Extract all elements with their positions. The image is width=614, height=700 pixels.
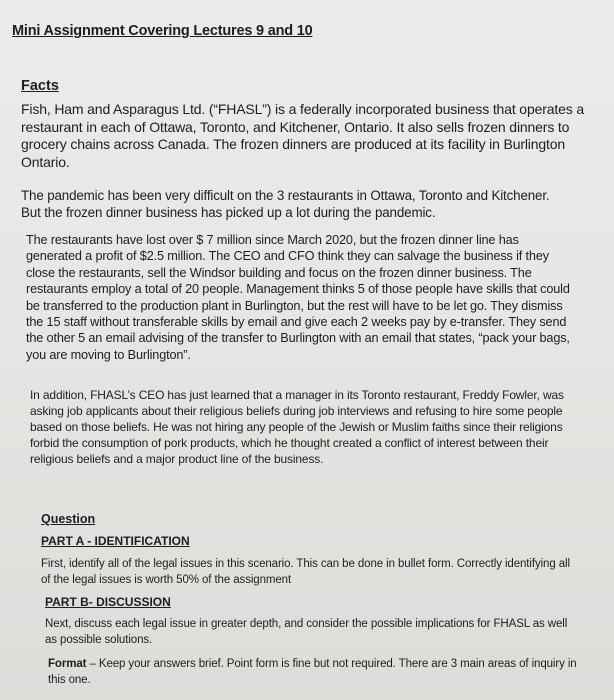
part-b-text: Next, discuss each legal issue in greater depth, and consider the possible implications for FHASL as well as possible solutions. xyxy=(45,618,568,646)
part-a-text: First, identify all of the legal issues in this scenario. This can be done in bullet form. Correctly identifying all of the legal issues is worth 50% of the assignment xyxy=(41,558,570,586)
question-heading: Question xyxy=(41,512,96,526)
facts-paragraph-3: The restaurants have lost over $ 7 million since March 2020, but the frozen dinner line has generated a profit of $2.5 million. The CEO and CFO think they can salvage the business if they close the restaurants, sell the Windsor building and focus on the frozen dinner business. The restaurants employ a total of 20 people. Management thinks 5 of those people have skills that could be transferred to the production plant in Burlington, but the rest will have to be let go. They dismiss the 15 staff without transferable skills by email and give each 2 weeks pay by e-transfer. They send the other 5 an email advising of the transfer to Burlington with an email that states, “pack your bags, you are moving to Burlington”. xyxy=(26,233,570,362)
facts-heading: Facts xyxy=(21,78,59,94)
document-title: Mini Assignment Covering Lectures 9 and 10 xyxy=(12,23,313,39)
format-note xyxy=(48,657,578,688)
part-a-heading: PART A - IDENTIFICATION xyxy=(41,534,190,548)
facts-paragraph-4: In addition, FHASL’s CEO has just learned that a manager in its Toronto restaurant, Freddy Fowler, was asking job applicants about their religious beliefs during job interviews and refusing to hire some people based on those beliefs. He was not hiring any people of the Jewish or Muslim faiths since their religions forbid the consumption of pork products, which he thought created a conflict of interest between their religious beliefs and a major product line of the business. xyxy=(30,388,564,466)
assignment-page xyxy=(8,0,608,700)
facts-paragraph-1: Fish, Ham and Asparagus Ltd. (“FHASL”) is a federally incorporated business that operates a restaurant in each of Ottawa, Toronto, and Kitchener, Ontario. It also sells frozen dinners to grocery chains across Canada. The frozen dinners are produced at its facility in Burlington Ontario. xyxy=(21,101,584,170)
format-label: Format xyxy=(48,658,87,670)
facts-paragraph-2: The pandemic has been very difficult on the 3 restaurants in Ottawa, Toronto and Kitchener. But the frozen dinner business has picked up a lot during the pandemic. xyxy=(21,188,550,220)
format-text: – Keep your answers brief. Point form is fine but not required. There are 3 main areas of inquiry in this one. xyxy=(48,658,577,686)
part-b-heading: PART B- DISCUSSION xyxy=(45,595,171,609)
